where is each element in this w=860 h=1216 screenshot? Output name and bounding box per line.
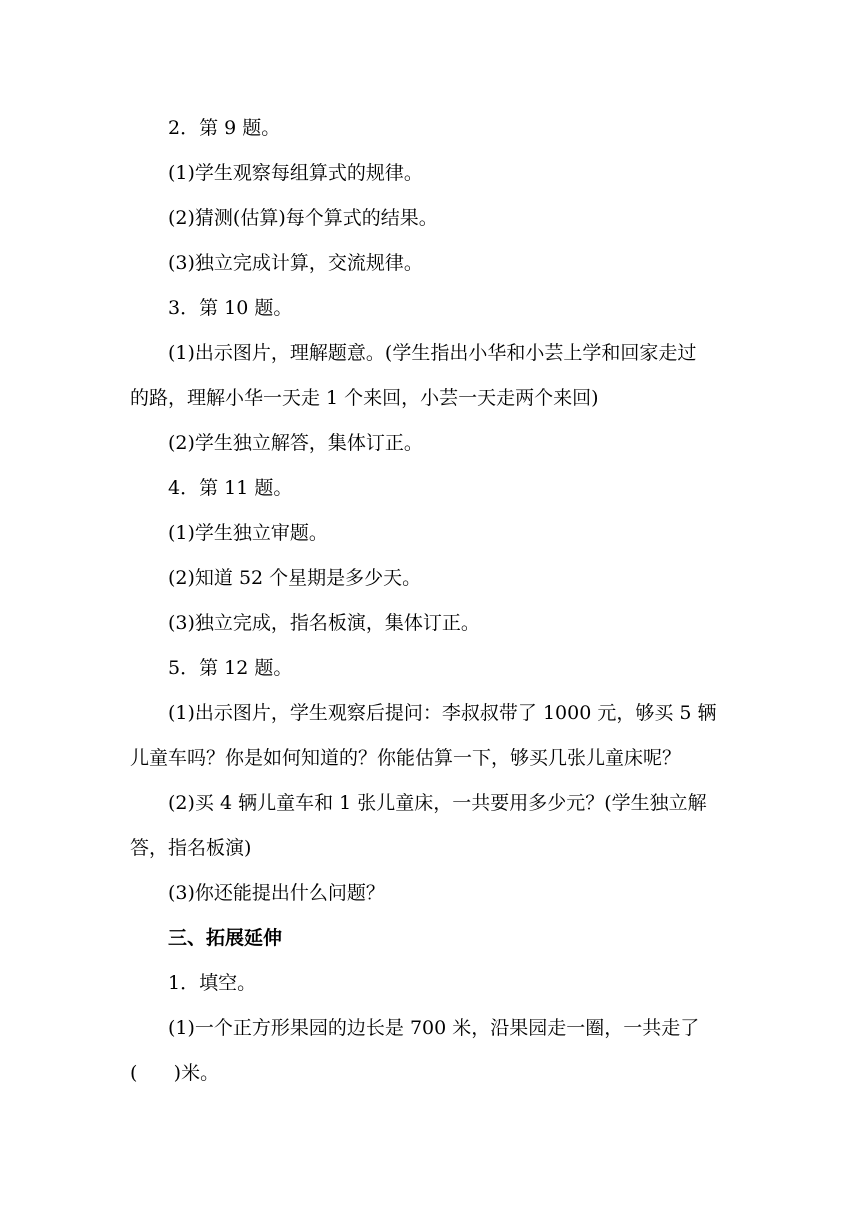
item-fill-blank-1-line2: ( )米。	[130, 1062, 220, 1084]
item-5-1-line2: 儿童车吗？你是如何知道的？你能估算一下，够买几张儿童床呢？	[130, 747, 682, 769]
item-heading-2: 2．第 9 题。	[168, 117, 281, 139]
item-5-2-line1: (2)买 4 辆儿童车和 1 张儿童床，一共要用多少元？(学生独立解	[168, 792, 707, 814]
item-2-3: (3)独立完成计算，交流规律。	[168, 252, 423, 274]
item-3-1-line1: (1)出示图片，理解题意。(学生指出小华和小芸上学和回家走过	[168, 342, 697, 364]
item-4-1: (1)学生独立审题。	[168, 522, 328, 544]
item-5-2-line2: 答，指名板演)	[130, 837, 252, 859]
item-2-1: (1)学生观察每组算式的规律。	[168, 162, 423, 184]
item-heading-4: 4．第 11 题。	[168, 477, 293, 499]
item-fill-blank-heading: 1．填空。	[168, 972, 257, 994]
item-3-2: (2)学生独立解答，集体订正。	[168, 432, 423, 454]
item-5-3: (3)你还能提出什么问题？	[168, 882, 385, 904]
item-4-3: (3)独立完成，指名板演，集体订正。	[168, 612, 480, 634]
item-heading-5: 5．第 12 题。	[168, 657, 293, 679]
item-5-1-line1: (1)出示图片，学生观察后提问：李叔叔带了 1000 元，够买 5 辆	[168, 702, 717, 724]
item-fill-blank-1-line1: (1)一个正方形果园的边长是 700 米，沿果园走一圈，一共走了	[168, 1017, 700, 1039]
item-2-2: (2)猜测(估算)每个算式的结果。	[168, 207, 438, 229]
item-4-2: (2)知道 52 个星期是多少天。	[168, 567, 422, 589]
section-heading-extension: 三、拓展延伸	[168, 927, 283, 949]
item-heading-3: 3．第 10 题。	[168, 297, 293, 319]
item-3-1-line2: 的路，理解小华一天走 1 个来回，小芸一天走两个来回)	[130, 387, 599, 409]
